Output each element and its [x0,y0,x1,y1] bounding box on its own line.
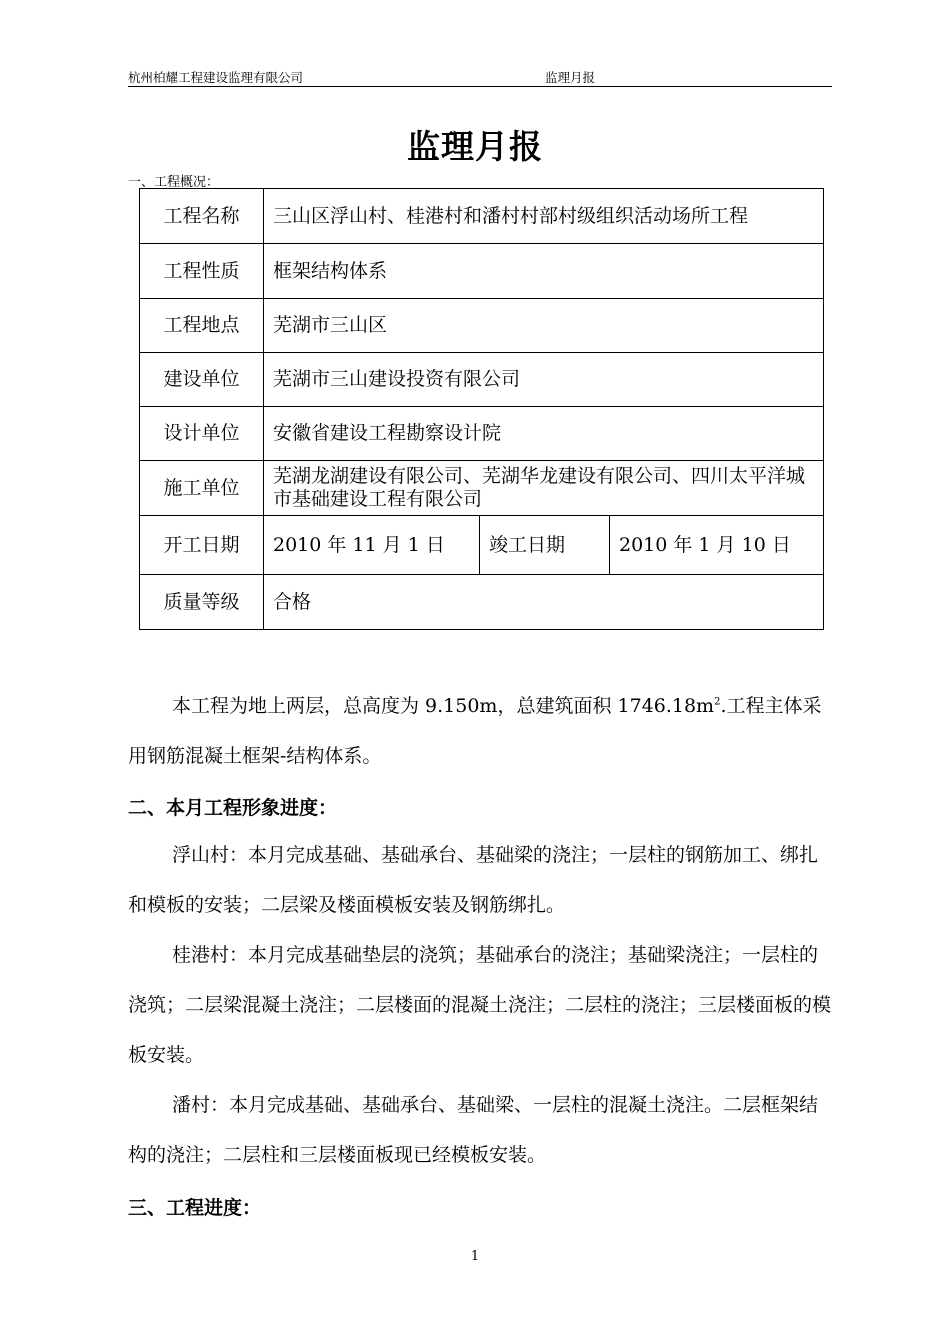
builder-label: 建设单位 [140,353,264,407]
location-label: 工程地点 [140,299,264,353]
section-3-heading: 三、工程进度： [128,1197,262,1219]
section-2-heading: 二、本月工程形象进度： [128,797,338,819]
project-name-value: 三山区浮山村、桂港村和潘村村部村级组织活动场所工程 [264,189,824,244]
designer-label: 设计单位 [140,407,264,461]
progress-guigang-text: 桂港村：本月完成基础垫层的浇筑；基础承台的浇注；基础梁浇注；一层柱的浇筑；二层梁混凝土浇注；二层楼面的混凝土浇注；二层柱的浇注；三层楼面板的模板安装。 [128,944,832,1066]
project-nature-label: 工程性质 [140,244,264,299]
contractor-label: 施工单位 [140,461,264,516]
header-report-title: 监理月报 [545,70,596,85]
quality-label: 质量等级 [140,575,264,630]
designer-value: 安徽省建设工程勘察设计院 [264,407,824,461]
project-nature-value: 框架结构体系 [264,244,824,299]
progress-fushan-paragraph [128,830,832,930]
section-1-heading: 一、工程概况： [128,175,220,190]
start-date-value: 2010 年 11 月 1 日 [264,516,480,575]
table-row [140,189,824,244]
header-company: 杭州柏耀工程建设监理有限公司 [128,70,304,85]
page-number: 1 [470,1249,480,1264]
overview-paragraph [128,681,832,781]
project-info-table [139,188,824,630]
overview-text-after: .工程主体采用钢筋混凝土框架-结构体系。 [128,695,822,767]
progress-pan-text: 潘村：本月完成基础、基础承台、基础梁、一层柱的混凝土浇注。二层框架结构的浇注；二层柱和三层楼面板现已经模板安装。 [128,1094,819,1166]
start-date-label: 开工日期 [140,516,264,575]
progress-guigang-paragraph [128,930,832,1080]
progress-pan-paragraph [128,1080,832,1180]
page-header [128,66,832,87]
completion-date-label: 竣工日期 [480,516,610,575]
table-row [140,516,824,575]
table-row [140,461,824,516]
table-row [140,353,824,407]
project-name-label: 工程名称 [140,189,264,244]
document-title: 监理月报 [407,127,543,166]
builder-value: 芜湖市三山建设投资有限公司 [264,353,824,407]
overview-text-before: 本工程为地上两层，总高度为 9.150m，总建筑面积 1746.18m [172,695,715,717]
table-row [140,244,824,299]
table-row [140,299,824,353]
quality-value: 合格 [264,575,824,630]
table-row [140,575,824,630]
overview-superscript: 2 [714,696,721,708]
contractor-value: 芜湖龙湖建设有限公司、芜湖华龙建设有限公司、四川太平洋城市基础建设工程有限公司 [264,461,824,516]
table-row [140,407,824,461]
location-value: 芜湖市三山区 [264,299,824,353]
completion-date-value: 2010 年 1 月 10 日 [610,516,824,575]
progress-fushan-text: 浮山村：本月完成基础、基础承台、基础梁的浇注；一层柱的钢筋加工、绑扎和模板的安装；二层梁及楼面模板安装及钢筋绑扎。 [128,844,819,916]
